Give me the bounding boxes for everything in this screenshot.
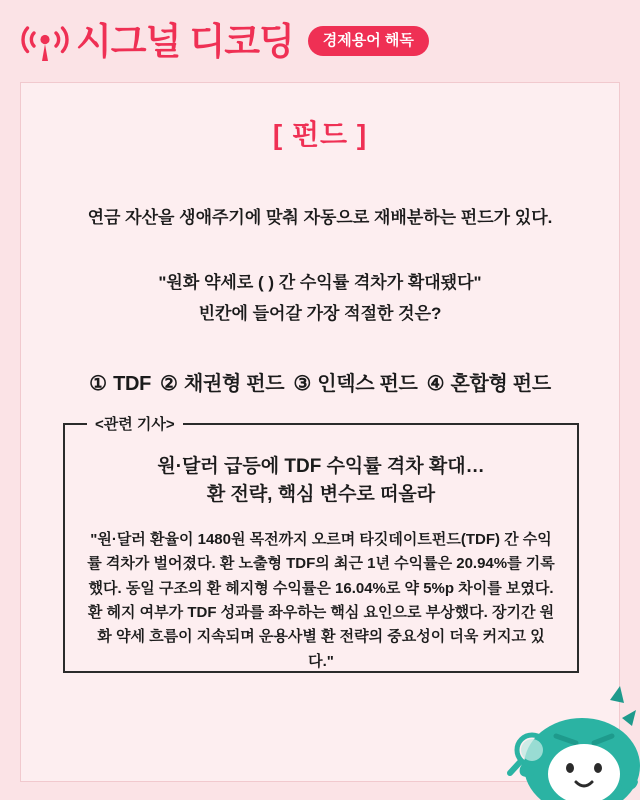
article-headline (65, 453, 577, 508)
choice-1-number: ① (89, 372, 107, 395)
choice-4[interactable] (427, 373, 551, 395)
choice-3-label: 인덱스 펀드 (317, 372, 418, 395)
choice-2-number: ② (160, 372, 178, 395)
question-lead: 연금 자산을 생애주기에 맞춰 자동으로 재배분하는 펀드가 있다. (87, 208, 553, 227)
choice-3-number: ③ (293, 372, 311, 395)
choice-2-label: 채권형 펀드 (183, 372, 285, 395)
choice-1[interactable] (89, 373, 151, 395)
article-headline-line2: 환 전략, 핵심 변수로 떠올라 (206, 483, 436, 505)
brand-title: 시그널 디코딩 (76, 20, 294, 62)
question-quote (21, 269, 619, 327)
article-body: "원·달러 환율이 1480원 목전까지 오르며 타깃데이트펀드(TDF) 간 수익률 격차가 벌어졌다. 환 노출형 TDF의 최근 1년 수익률은 20.94%를 기록했다. 동일 구조의 환 헤지형 수익률은 16.04%로 약 5%p 차이를 보였다. 환 헤지 여부가 TDF 성과를 좌우하는 핵심 요인으로 부상했다. 장기간 원화 약세 흐름이 지속되며 운용사별 환 전략의 중요성이 더욱 커지고 있다." (87, 531, 555, 670)
related-article-box (63, 416, 579, 673)
question-quote-line2: 빈칸에 들어갈 가장 적절한 것은? (198, 303, 442, 323)
signal-broadcast-icon (18, 17, 74, 65)
choice-1-label: TDF (113, 372, 152, 395)
page-header (0, 0, 640, 82)
question-quote-line1: "원화 약세로 ( ) 간 수익률 격차가 확대됐다" (158, 272, 482, 292)
article-headline-line1: 원·달러 급등에 TDF 수익률 격차 확대… (157, 456, 485, 477)
choice-4-number: ④ (426, 372, 445, 395)
choice-3[interactable] (293, 373, 417, 395)
choice-4-label: 혼합형 펀드 (450, 372, 551, 395)
brand-badge: 경제용어 해독 (308, 26, 429, 56)
related-article-tag: <관련 기사> (87, 413, 183, 434)
mascot-illustration (460, 670, 640, 800)
choice-2[interactable] (160, 373, 284, 395)
answer-choices (21, 367, 619, 396)
card-title: [ 펀드 ] (272, 119, 368, 150)
